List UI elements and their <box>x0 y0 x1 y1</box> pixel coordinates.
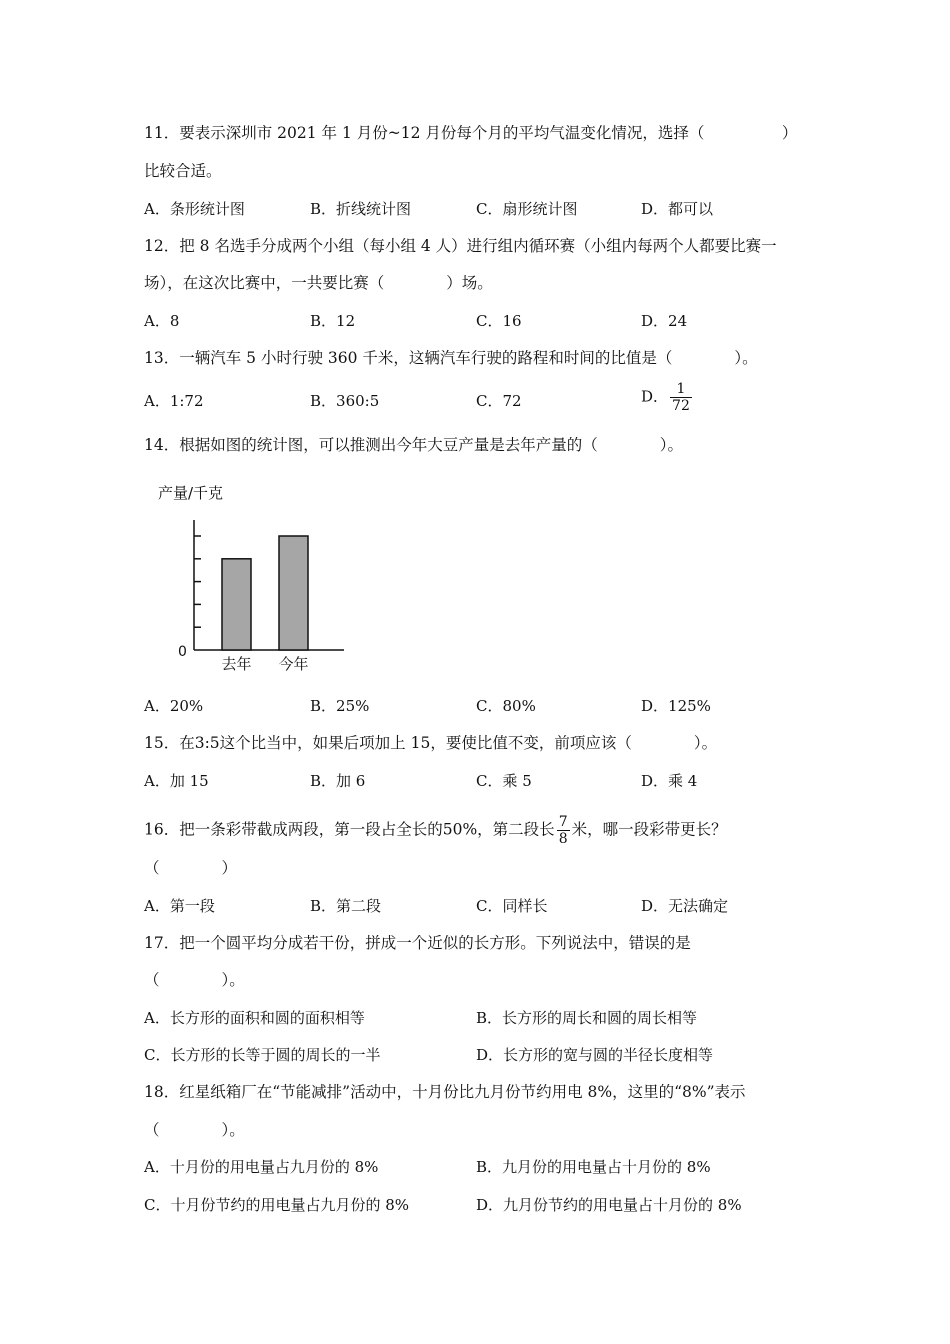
q17-option-d[interactable]: D．长方形的宽与圆的半径长度相等 <box>476 1046 714 1064</box>
q11-stem-line2: 比较合适。 <box>144 162 222 180</box>
chart-y-ticks <box>194 536 201 627</box>
q17-option-c[interactable]: C．长方形的长等于圆的周长的一半 <box>144 1046 381 1064</box>
q12-stem-line1: 12．把 8 名选手分成两个小组（每小组 4 人）进行组内循环赛（小组内每两个人都要比赛一 <box>144 237 777 255</box>
q17-option-b[interactable]: B．长方形的周长和圆的周长相等 <box>476 1009 698 1027</box>
q16-option-c[interactable]: C．同样长 <box>476 897 548 915</box>
q11-stem-line1: 11．要表示深圳市 2021 年 1 月份~12 月份每个月的平均气温变化情况，选择（ ） <box>144 124 798 142</box>
q14-stem-line1: 14．根据如图的统计图，可以推测出今年大豆产量是去年产量的（ ）。 <box>144 436 683 454</box>
q14-option-c[interactable]: C．80% <box>476 697 536 715</box>
q13-option-a[interactable]: A．1:72 <box>144 392 204 410</box>
q11-option-d[interactable]: D．都可以 <box>641 200 714 218</box>
fraction-numerator: 1 <box>670 381 692 398</box>
q12-option-c[interactable]: C．16 <box>476 312 522 330</box>
q13-option-d[interactable] <box>641 381 694 414</box>
soybean-bar-chart <box>150 478 360 678</box>
q16-stem-part1: 16．把一条彩带截成两段，第一段占全长的50%，第二段长 <box>144 820 555 839</box>
q11-option-a[interactable]: A．条形统计图 <box>144 200 245 218</box>
q18-stem-line2: （ ）。 <box>144 1121 245 1139</box>
q11-option-c[interactable]: C．扇形统计图 <box>476 200 578 218</box>
chart-bar <box>279 536 308 650</box>
q15-option-b[interactable]: B．加 6 <box>310 772 366 790</box>
q16-stem-part2: 米，哪一段彩带更长？ <box>571 820 727 839</box>
chart-x-tick-label: 去年 <box>221 655 252 673</box>
q13-stem-line1: 13．一辆汽车 5 小时行驶 360 千米，这辆汽车行驶的路程和时间的比值是（ ）。 <box>144 349 758 367</box>
chart-bar <box>222 559 251 650</box>
chart-origin-label: 0 <box>178 644 187 660</box>
fraction-denominator: 72 <box>672 398 690 414</box>
q17-option-a[interactable]: A．长方形的面积和圆的面积相等 <box>144 1009 365 1027</box>
q17-stem-line2: （ ）。 <box>144 971 245 989</box>
q16-option-a[interactable]: A．第一段 <box>144 897 215 915</box>
q15-option-d[interactable]: D．乘 4 <box>641 772 698 790</box>
q13-option-d-prefix: D． <box>641 387 669 406</box>
q12-option-a[interactable]: A．8 <box>144 312 180 330</box>
q12-option-b[interactable]: B．12 <box>310 312 356 330</box>
q16-option-d[interactable]: D．无法确定 <box>641 897 729 915</box>
q14-option-a[interactable]: A．20% <box>144 697 204 715</box>
q16-stem-line2: （ ） <box>144 859 238 877</box>
q17-stem-line1: 17．把一个圆平均分成若干份，拼成一个近似的长方形。下列说法中，错误的是 <box>144 934 691 952</box>
chart-bars <box>222 536 308 650</box>
q13-option-c[interactable]: C．72 <box>476 392 522 410</box>
q13-option-b[interactable]: B．360:5 <box>310 392 380 410</box>
q13-option-d-fraction <box>670 381 692 414</box>
q18-stem-line1: 18．红星纸箱厂在“节能减排”活动中，十月份比九月份节约用电 8%，这里的“8%”表示 <box>144 1083 746 1101</box>
q15-stem-line1: 15．在3:5这个比当中，如果后项加上 15，要使比值不变，前项应该（ ）。 <box>144 734 718 752</box>
q11-option-b[interactable]: B．折线统计图 <box>310 200 412 218</box>
fraction-numerator: 7 <box>558 814 568 830</box>
q18-option-d[interactable]: D．九月份节约的用电量占十月份的 8% <box>476 1196 742 1214</box>
q14-option-b[interactable]: B．25% <box>310 697 370 715</box>
fraction-denominator: 8 <box>558 831 568 847</box>
q12-stem-line2: 场），在这次比赛中，一共要比赛（ ）场。 <box>144 274 493 292</box>
q15-option-c[interactable]: C．乘 5 <box>476 772 532 790</box>
q18-option-c[interactable]: C．十月份节约的用电量占九月份的 8% <box>144 1196 410 1214</box>
q18-option-b[interactable]: B．九月份的用电量占十月份的 8% <box>476 1158 711 1176</box>
chart-x-tick-label: 今年 <box>278 655 309 673</box>
chart-x-tick-labels <box>221 655 308 673</box>
chart-y-axis-label: 产量/千克 <box>158 484 224 502</box>
q16-stem-line1 <box>144 814 727 847</box>
q18-option-a[interactable]: A．十月份的用电量占九月份的 8% <box>144 1158 379 1176</box>
q14-option-d[interactable]: D．125% <box>641 697 711 715</box>
q15-option-a[interactable]: A．加 15 <box>144 772 209 790</box>
q16-option-b[interactable]: B．第二段 <box>310 897 382 915</box>
q12-option-d[interactable]: D．24 <box>641 312 688 330</box>
q16-fraction <box>557 814 570 847</box>
